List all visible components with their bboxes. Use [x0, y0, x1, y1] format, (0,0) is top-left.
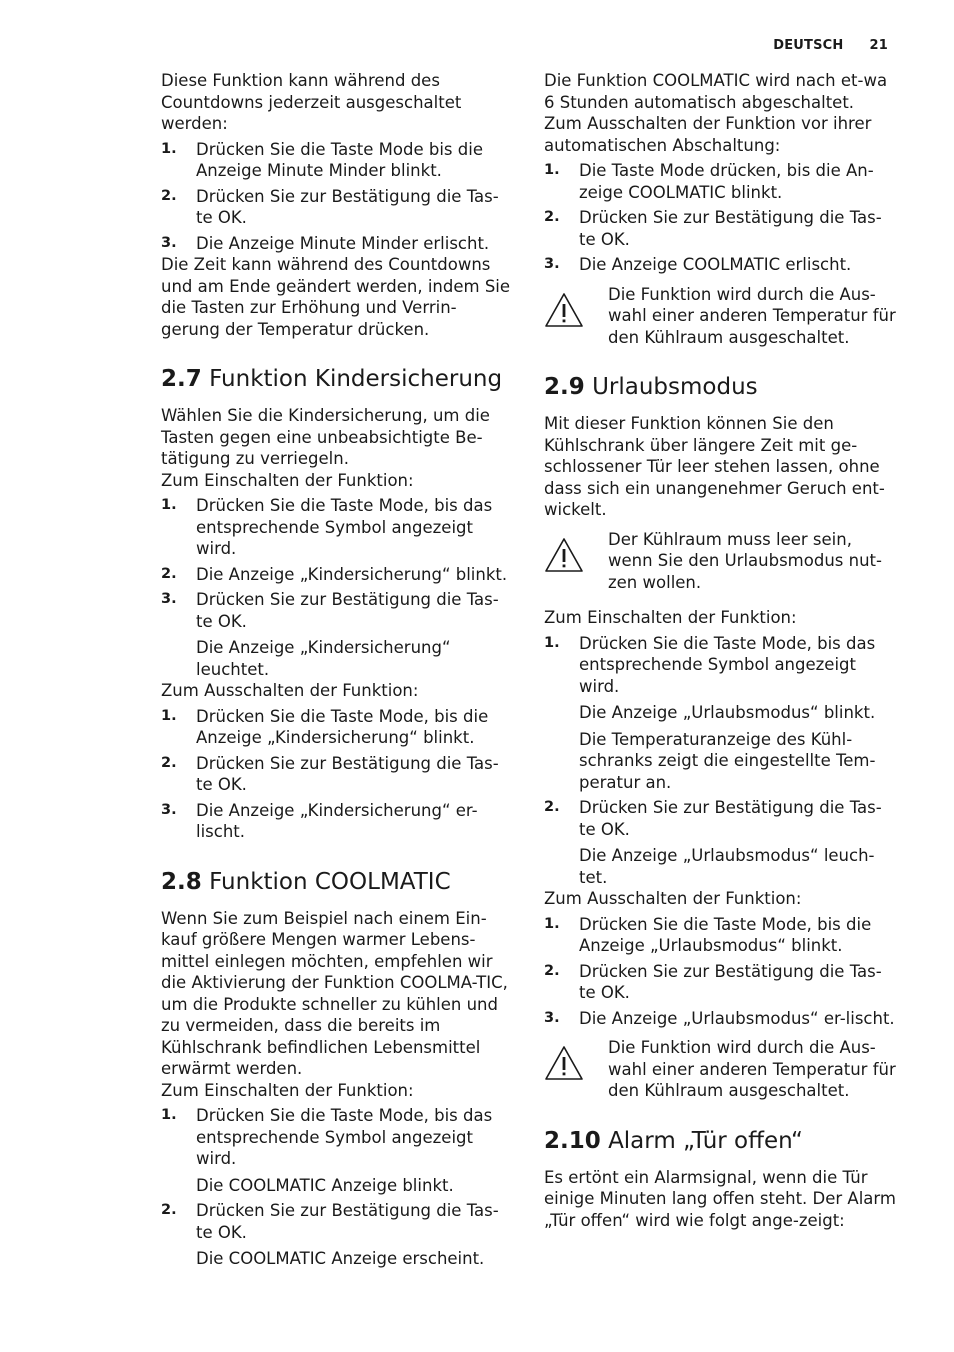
list-item: 3. Die Anzeige „Urlaubsmodus“ er-lischt. — [544, 1008, 895, 1028]
section-body: Mit dieser Funktion können Sie den Kühlschrank über längere Zeit mit ge-schlossener Tür leer stehen lassen, ohne dass sich ein unangenehmer Geruch ent-wickelt. — [544, 414, 885, 519]
list-item: 1. Drücken Sie die Taste Mode, bis das entsprechende Symbol angezeigt wird. — [161, 1106, 493, 1168]
list-item: 3. Die Anzeige COOLMATIC erlischt. — [544, 255, 852, 274]
warning-note: Der Kühlraum muss leer sein, wenn Sie den Urlaubsmodus nut-zen wollen. — [544, 529, 896, 594]
right-column — [544, 70, 896, 1231]
step-note: Die Anzeige „Kindersicherung“ leuchtet. — [196, 638, 451, 679]
section-heading-2-10: 2.10 Alarm „Tür offen“ — [544, 1127, 803, 1154]
page-header — [773, 38, 888, 53]
list-item: 2. Drücken Sie zur Bestätigung die Tas-te OK. — [161, 186, 499, 227]
section-body: Wenn Sie zum Beispiel nach einem Ein-kauf größere Mengen warmer Lebens-mittel einlegen möchten, empfehlen wir die Aktivierung der Funktion COOLMA-TIC, um die Produkte schneller zu kühlen und zu vermeiden, dass die bereits im Kühlschrank befindlichen Lebensmittel erwärmt werden. — [161, 908, 508, 1078]
list-item: 1. Die Taste Mode drücken, bis die An-zeige COOLMATIC blinkt. — [544, 161, 874, 202]
intro-after-text: Die Zeit kann während des Countdowns und am Ende geändert werden, indem Sie die Tasten zur Erhöhung und Verrin-gerung der Temperatur drücken. — [161, 255, 511, 339]
list-item: 2. Drücken Sie zur Bestätigung die Tas-te OK. — [544, 961, 882, 1002]
list-item: 1. Drücken Sie die Taste Mode, bis das entsprechende Symbol angezeigt wird. — [544, 633, 876, 696]
section-heading-2-8: 2.8 Funktion COOLMATIC — [161, 868, 451, 895]
warning-note: Die Funktion wird durch die Aus-wahl einer anderen Temperatur für den Kühlraum ausgeschaltet. — [544, 1037, 896, 1102]
left-column — [161, 70, 513, 1270]
step-note: Die COOLMATIC Anzeige erscheint. — [196, 1249, 485, 1268]
step-note: Die Anzeige „Urlaubsmodus“ blinkt. — [579, 703, 876, 722]
on-label: Zum Einschalten der Funktion: — [544, 608, 797, 627]
warning-triangle-icon — [544, 529, 608, 594]
page-number: 21 — [869, 38, 888, 53]
list-item: 3. Die Anzeige Minute Minder erlischt. — [161, 233, 490, 253]
step-note: Die Anzeige „Urlaubsmodus“ leuch-tet. — [579, 846, 875, 887]
list-item: 1. Drücken Sie die Taste Mode, bis die Anzeige „Urlaubsmodus“ blinkt. — [544, 914, 872, 955]
list-item: 2. Drücken Sie zur Bestätigung die Tas-te OK. — [544, 798, 882, 839]
section-heading-2-7: 2.7 Funktion Kindersicherung — [161, 366, 503, 392]
list-item: 2. Die Anzeige „Kindersicherung“ blinkt. — [161, 564, 508, 584]
list-item: 1. Drücken Sie die Taste Mode bis die Anzeige Minute Minder blinkt. — [161, 139, 483, 180]
section-body: Es ertönt ein Alarmsignal, wenn die Tür einige Minuten lang offen steht. Der Alarm „Tür offen“ wird wie folgt ange-zeigt: — [544, 1167, 896, 1230]
off-label: Zum Ausschalten der Funktion: — [544, 889, 802, 908]
warning-note: Die Funktion wird durch die Aus-wahl einer anderen Temperatur für den Kühlraum ausgeschaltet. — [544, 284, 896, 349]
list-item: 1. Drücken Sie die Taste Mode, bis das entsprechende Symbol angezeigt wird. — [161, 496, 493, 558]
list-item: 3. Drücken Sie zur Bestätigung die Tas-te OK. — [161, 590, 499, 631]
list-item: 2. Drücken Sie zur Bestätigung die Tas-te OK. — [161, 1201, 499, 1242]
on-label: Zum Einschalten der Funktion: — [161, 470, 414, 490]
step-note: Die COOLMATIC Anzeige blinkt. — [196, 1175, 454, 1195]
list-item: 1. Drücken Sie die Taste Mode, bis die Anzeige „Kindersicherung“ blinkt. — [161, 706, 489, 747]
section-body: Wählen Sie die Kindersicherung, um die Tasten gegen eine unbeabsichtigte Be-tätigung zu verriegeln. — [161, 406, 490, 468]
coolmatic-continued: Die Funktion COOLMATIC wird nach et-wa 6 Stunden automatisch abgeschaltet. Zum Ausschalten der Funktion vor ihrer automatischen Abschaltung: — [544, 71, 888, 155]
list-item: 2. Drücken Sie zur Bestätigung die Tas-te OK. — [544, 208, 882, 249]
intro-text: Diese Funktion kann während des Countdowns jederzeit ausgeschaltet werden: — [161, 71, 462, 133]
warning-triangle-icon — [544, 284, 608, 349]
language-label: DEUTSCH — [773, 38, 844, 53]
section-heading-2-9: 2.9 Urlaubsmodus — [544, 374, 758, 400]
step-note: Die Temperaturanzeige des Kühl-schranks zeigt die eingestellte Tem-peratur an. — [579, 729, 876, 792]
on-label: Zum Einschalten der Funktion: — [161, 1080, 414, 1100]
warning-triangle-icon — [544, 1037, 608, 1102]
list-item: 2. Drücken Sie zur Bestätigung die Tas-te OK. — [161, 753, 499, 794]
list-item: 3. Die Anzeige „Kindersicherung“ er-lischt. — [161, 800, 478, 841]
off-label: Zum Ausschalten der Funktion: — [161, 681, 419, 700]
